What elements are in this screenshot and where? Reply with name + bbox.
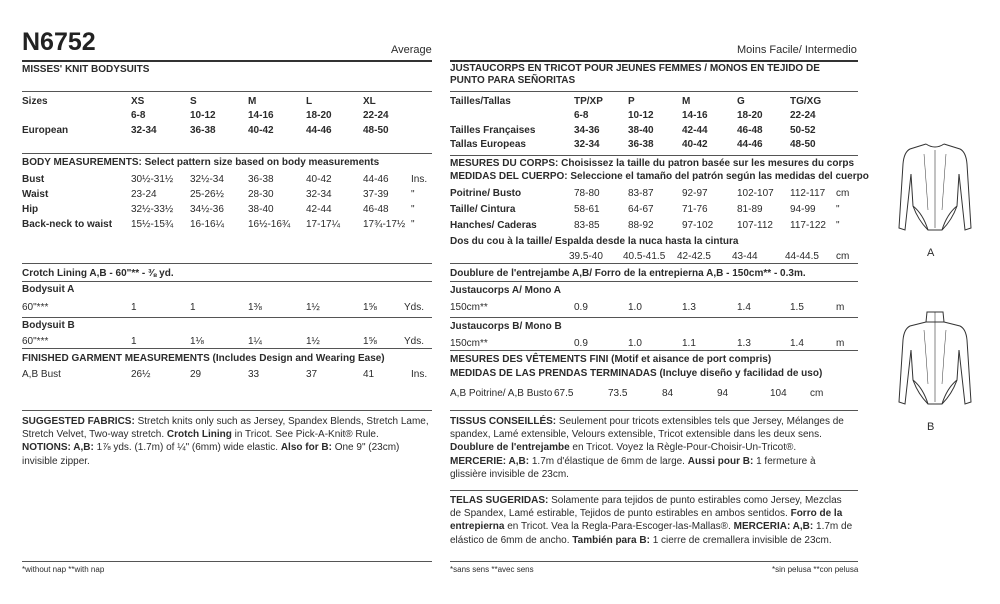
view-label: Justaucorps A/ Mono A — [450, 285, 561, 296]
finished-title-fr: MESURES DES VÊTEMENTS FINI (Motif et aisance de port compris) — [450, 354, 772, 365]
measurement-value: 40-42 — [306, 174, 332, 185]
sizes-label: Tailles/Tallas — [450, 96, 511, 107]
tissus-conseilles — [450, 415, 855, 481]
divider — [22, 281, 432, 282]
finished-value: 84 — [662, 388, 674, 399]
measurement-value: 37-39 — [363, 189, 389, 200]
telas-forro: Forro de la entrepierna — [450, 508, 843, 533]
fabrics-label: SUGGESTED FABRICS: — [22, 416, 135, 427]
measurement-value: 34½-36 — [190, 204, 224, 215]
european-size: 44-46 — [306, 125, 332, 136]
measurement-value: 83-85 — [574, 220, 600, 231]
measurement-value: 64-67 — [628, 204, 654, 215]
mercerie-also-b: Aussi pour B: — [687, 455, 754, 467]
size-code: L — [306, 96, 313, 107]
measurement-value: 30½-31½ — [131, 174, 174, 185]
measurement-label: Waist — [22, 189, 49, 200]
finished-unit: Ins. — [411, 369, 428, 380]
measurement-label: Hanches/ Caderas — [450, 220, 537, 231]
measurement-unit: " — [836, 220, 840, 231]
view-label: Bodysuit A — [22, 284, 75, 295]
european-size: 48-50 — [363, 125, 389, 136]
size-code: XL — [363, 96, 376, 107]
measurement-value: 94-99 — [790, 204, 816, 215]
divider — [450, 91, 858, 92]
yardage-value: 1½ — [306, 302, 320, 313]
yardage-value: 1.4 — [790, 338, 804, 349]
yardage-value: 1.3 — [682, 302, 696, 313]
finished-value: 104 — [770, 388, 787, 399]
size-number: 14-16 — [248, 110, 274, 121]
size-number: 22-24 — [790, 110, 816, 121]
yardage-value: 1⅛ — [190, 336, 204, 347]
size-code: M — [248, 96, 257, 107]
back-neck-label: Dos du cou à la taille/ Espalda desde la nuca hasta la cintura — [450, 236, 739, 247]
size-code: TP/XP — [574, 96, 603, 107]
french-size: 38-40 — [628, 125, 654, 136]
measurement-value: 15½-15¾ — [131, 219, 174, 230]
finished-value: 94 — [717, 388, 729, 399]
bodysuit-a-drawing — [888, 140, 982, 242]
yardage-value: 1.0 — [628, 302, 642, 313]
measurement-label: Hip — [22, 204, 39, 215]
divider — [450, 155, 858, 156]
yardage-unit: m — [836, 338, 845, 349]
footnote-fr: *sans sens **avec sens — [450, 565, 534, 574]
measurement-value: 42-42.5 — [677, 251, 711, 262]
finished-label: A,B Bust — [22, 369, 61, 380]
difficulty-label-fr-es: Moins Facile/ Intermedio — [737, 44, 857, 56]
finished-value: 73.5 — [608, 388, 628, 399]
telas-label: TELAS SUGERIDAS: — [450, 495, 549, 506]
finished-value: 67.5 — [554, 388, 574, 399]
measurement-value: 43-44 — [732, 251, 758, 262]
view-a-label: A — [927, 247, 935, 259]
european-size: 32-34 — [131, 125, 157, 136]
size-number: 22-24 — [363, 110, 389, 121]
measurement-value: 97-102 — [682, 220, 714, 231]
size-number: 18-20 — [737, 110, 763, 121]
tissus-doublure: Doublure de l'entrejambe — [450, 442, 570, 454]
divider — [22, 410, 432, 411]
yardage-value: 1.3 — [737, 338, 751, 349]
size-code: S — [190, 96, 197, 107]
divider — [22, 60, 432, 62]
fabrics-text: Stretch knits only such as Jersey, Spandex Blends, Stretch Lame, Stretch Velvet, Two-way stretch. — [22, 416, 429, 441]
view-b-label: B — [927, 421, 935, 433]
sizes-label: Sizes — [22, 96, 48, 107]
yardage-value: 1⅜ — [248, 302, 262, 313]
french-size: 34-36 — [574, 125, 600, 136]
yardage-value: 1 — [131, 302, 137, 313]
difficulty-label: Average — [391, 44, 432, 56]
suggested-fabrics — [22, 415, 432, 468]
fabrics-crotch-lining: Crotch Lining — [166, 429, 232, 441]
size-code: TG/XG — [790, 96, 822, 107]
measurement-value: 44-44.5 — [785, 251, 819, 262]
yardage-value: 0.9 — [574, 302, 588, 313]
title-fr-es: JUSTAUCORPS EN TRICOT POUR JEUNES FEMMES / MONOS EN TEJIDO DE PUNTO PARA SEÑORITAS — [450, 63, 820, 86]
measurement-value: 32½-34 — [190, 174, 224, 185]
pattern-code: N6752 — [22, 28, 96, 56]
french-size: 42-44 — [682, 125, 708, 136]
finished-measurements-title: FINISHED GARMENT MEASUREMENTS (Includes Design and Wearing Ease) — [22, 353, 385, 364]
size-code: M — [682, 96, 691, 107]
yardage-value: 1⅝ — [363, 302, 377, 313]
finished-label: A,B Poitrine/ A,B Busto — [450, 388, 553, 399]
measurement-value: 71-76 — [682, 204, 708, 215]
divider — [450, 490, 858, 491]
measurement-value: 32½-33½ — [131, 204, 174, 215]
size-code: G — [737, 96, 745, 107]
measurement-label: Back-neck to waist — [22, 219, 113, 230]
european-size: 36-38 — [190, 125, 216, 136]
notions-also-b: Also for B: — [280, 442, 332, 454]
fabric-width: 150cm** — [450, 338, 488, 349]
yardage-value: 0.9 — [574, 338, 588, 349]
size-number: 10-12 — [628, 110, 654, 121]
measurement-value: 25-26½ — [190, 189, 224, 200]
measurement-value: 40.5-41.5 — [623, 251, 666, 262]
yardage-value: 1 — [190, 302, 196, 313]
crotch-lining-fr-es: Doublure de l'entrejambe A,B/ Forro de la entrepierna A,B - 150cm** - 0.3m. — [450, 268, 806, 279]
finished-value: 41 — [363, 369, 375, 380]
yardage-value: 1.4 — [737, 302, 751, 313]
measurement-unit: " — [836, 204, 840, 215]
divider — [450, 263, 858, 264]
yardage-value: 1.1 — [682, 338, 696, 349]
tissus-label: TISSUS CONSEILLÉS: — [450, 416, 557, 427]
measurement-value: 16½-16¾ — [248, 219, 291, 230]
finished-unit: cm — [810, 388, 824, 399]
measurement-value: 83-87 — [628, 188, 654, 199]
french-size: 46-48 — [737, 125, 763, 136]
tissus-text: Seulement pour tricots extensibles tels que Jersey, Mélanges de spandex, Lamé extensible, Velours extensible, Tricot extensible dans les deux sens. — [450, 416, 844, 441]
french-size-label: Tailles Françaises — [450, 125, 536, 136]
measurement-value: 38-40 — [248, 204, 274, 215]
french-size: 50-52 — [790, 125, 816, 136]
fabrics-text-2: in Tricot. See Pick-A-Knit® Rule. — [234, 429, 379, 441]
bodysuit-b-drawing — [888, 310, 982, 416]
yardage-value: 1½ — [306, 336, 320, 347]
footnote: *without nap **with nap — [22, 565, 105, 574]
body-measurements-title-es: MEDIDAS DEL CUERPO: Seleccione el tamaño del patrón según las medidas del cuerpo — [450, 171, 869, 182]
measurement-unit: " — [411, 204, 415, 215]
measurement-value: 58-61 — [574, 204, 600, 215]
telas-text-2: en Tricot. Vea la Regla-Para-Escoger-las-Mallas®. — [507, 521, 731, 533]
yardage-unit: Yds. — [404, 336, 425, 347]
measurement-value: 16-16¼ — [190, 219, 224, 230]
size-code: P — [628, 96, 635, 107]
measurement-label: Taille/ Cintura — [450, 204, 516, 215]
divider — [22, 348, 432, 349]
tissus-text-2: en Tricot. Voyez la Règle-Pour-Choisir-Un-Tricot®. — [572, 442, 797, 454]
divider — [450, 350, 858, 351]
mercerie-text-2: 1 fermeture à glissière invisible de 23cm. — [450, 455, 816, 480]
view-label: Justaucorps B/ Mono B — [450, 321, 562, 332]
yardage-value: 1.5 — [790, 302, 804, 313]
european-size: 40-42 — [248, 125, 274, 136]
view-label: Bodysuit B — [22, 320, 75, 331]
finished-value: 26½ — [131, 369, 151, 380]
size-number: 6-8 — [574, 110, 589, 121]
measurement-value: 117-122 — [790, 220, 826, 231]
body-measurements-title: BODY MEASUREMENTS: Select pattern size based on body measurements — [22, 157, 380, 168]
measurement-value: 32-34 — [306, 189, 332, 200]
measurement-value: 42-44 — [306, 204, 332, 215]
subtitle: MISSES' KNIT BODYSUITS — [22, 64, 150, 75]
size-number: 10-12 — [190, 110, 216, 121]
mercerie-label: MERCERIE: A,B: — [450, 455, 530, 467]
footnote-es: *sin pelusa **con pelusa — [772, 565, 859, 574]
european-size-label: Tallas Europeas — [450, 139, 526, 150]
divider — [22, 91, 432, 92]
size-code: XS — [131, 96, 145, 107]
divider — [450, 60, 858, 62]
notions-text: 1⅞ yds. (1.7m) of ¼" (6mm) wide elastic. — [96, 442, 279, 454]
yardage-value: 1⅝ — [363, 336, 377, 347]
crotch-lining: Crotch Lining A,B - 60"** - ⅜ yd. — [22, 268, 174, 279]
divider — [22, 153, 432, 154]
body-measurements-title-fr: MESURES DU CORPS: Choisissez la taille du patron basée sur les mesures du corps — [450, 158, 855, 169]
divider — [450, 317, 858, 318]
european-size: 36-38 — [628, 139, 654, 150]
telas-sugeridas — [450, 494, 855, 547]
finished-value: 29 — [190, 369, 202, 380]
measurement-unit: cm — [836, 188, 850, 199]
measurement-unit: " — [411, 219, 415, 230]
measurement-label: Bust — [22, 174, 45, 185]
merceria-label: MERCERIA: A,B: — [733, 521, 814, 533]
yardage-value: 1 — [131, 336, 137, 347]
divider — [22, 317, 432, 318]
measurement-value: 81-89 — [737, 204, 763, 215]
size-number: 18-20 — [306, 110, 332, 121]
yardage-unit: m — [836, 302, 845, 313]
size-number: 14-16 — [682, 110, 708, 121]
size-number: 6-8 — [131, 110, 146, 121]
merceria-text: 1.7m de elástico de 6mm de ancho. — [450, 521, 853, 546]
fabric-width: 60"*** — [22, 336, 49, 347]
measurement-unit: " — [411, 189, 415, 200]
divider — [450, 561, 858, 562]
measurement-value: 17¾-17½ — [363, 219, 406, 230]
yardage-value: 1.0 — [628, 338, 642, 349]
finished-value: 33 — [248, 369, 260, 380]
measurement-value: 17-17¼ — [306, 219, 340, 230]
measurement-value: 112-117 — [790, 188, 826, 199]
european-size: 32-34 — [574, 139, 600, 150]
divider — [22, 263, 432, 264]
divider — [450, 281, 858, 282]
european-size: 48-50 — [790, 139, 816, 150]
measurement-value: 46-48 — [363, 204, 389, 215]
yardage-value: 1¼ — [248, 336, 262, 347]
measurement-label: Poitrine/ Busto — [450, 188, 522, 199]
measurement-value: 44-46 — [363, 174, 389, 185]
european-size: 40-42 — [682, 139, 708, 150]
finished-value: 37 — [306, 369, 318, 380]
telas-text: Solamente para tejidos de punto estirables como Jersey, Mezclas de Spandex, Lamé estirable, Tejidos de punto estirables en ambos sentidos. — [450, 495, 842, 520]
measurement-value: 102-107 — [737, 188, 774, 199]
fabric-width: 60"*** — [22, 302, 49, 313]
measurement-value: 78-80 — [574, 188, 600, 199]
measurement-value: 88-92 — [628, 220, 654, 231]
measurement-value: 107-112 — [737, 220, 773, 231]
mercerie-text: 1.7m d'élastique de 6mm de large. — [531, 455, 685, 467]
merceria-text-2: 1 cierre de cremallera invisible de 23cm. — [652, 534, 832, 546]
measurement-value: 36-38 — [248, 174, 274, 185]
measurement-value: 28-30 — [248, 189, 274, 200]
fabric-width: 150cm** — [450, 302, 488, 313]
european-size: 44-46 — [737, 139, 763, 150]
measurement-value: 23-24 — [131, 189, 157, 200]
divider — [22, 561, 432, 562]
european-label: European — [22, 125, 69, 136]
notions-label: NOTIONS: A,B: — [22, 442, 94, 454]
divider — [450, 410, 858, 411]
measurement-value: 92-97 — [682, 188, 708, 199]
yardage-unit: Yds. — [404, 302, 425, 313]
measurement-value: 39.5-40 — [569, 251, 603, 262]
measurement-unit: cm — [836, 251, 850, 262]
measurement-unit: Ins. — [411, 174, 428, 185]
merceria-also-b: También para B: — [572, 534, 650, 546]
finished-title-es: MEDIDAS DE LAS PRENDAS TERMINADAS (Incluye diseño y facilidad de uso) — [450, 368, 823, 379]
notions-text-2: One 9" (23cm) invisible zipper. — [22, 442, 400, 467]
